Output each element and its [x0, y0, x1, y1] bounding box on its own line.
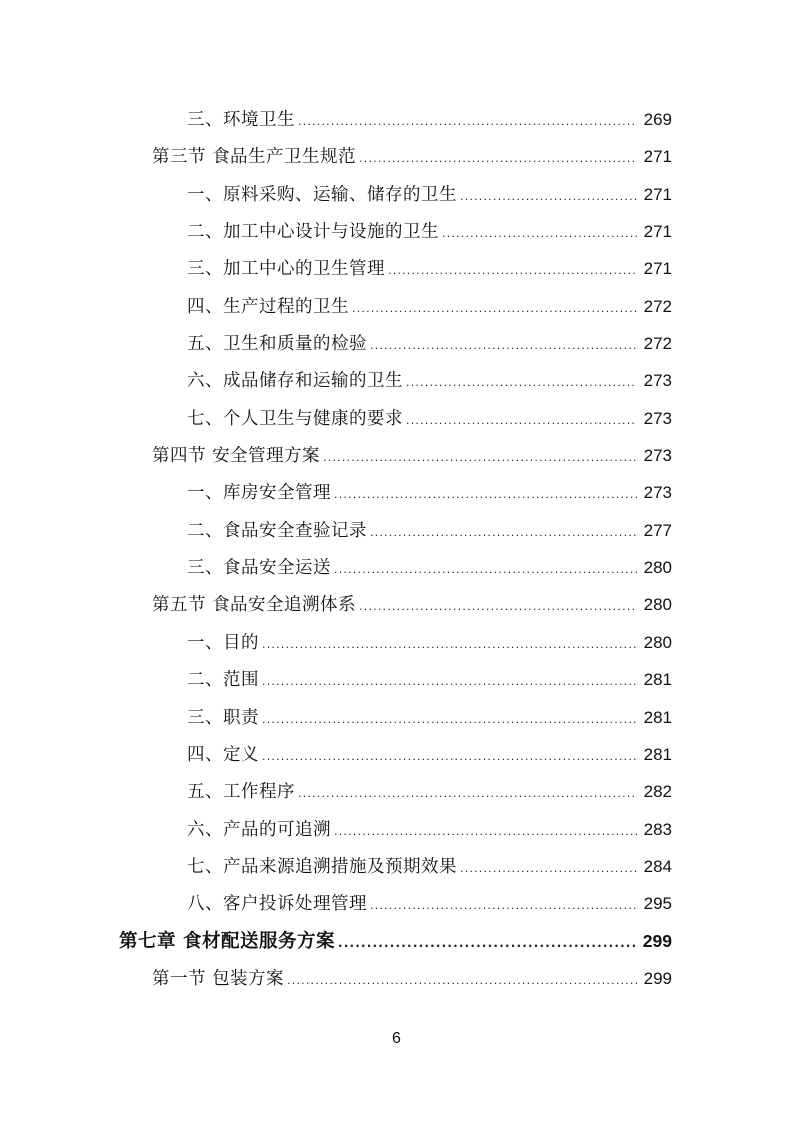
toc-dot-leader [352, 290, 637, 327]
toc-subsection-entry[interactable] [0, 512, 793, 549]
toc-subsection-entry[interactable] [0, 848, 793, 885]
toc-entry-title: 一、库房安全管理 [187, 483, 331, 504]
toc-entry-title: 四、定义 [187, 744, 259, 765]
toc-entry-title: 六、产品的可追溯 [187, 819, 331, 840]
toc-entry-title: 三、加工中心的卫生管理 [187, 259, 385, 280]
toc-subsection-entry[interactable] [0, 325, 793, 362]
toc-subsection-entry[interactable] [0, 101, 793, 138]
toc-chapter-entry[interactable] [0, 923, 793, 960]
toc-entry-page: 281 [643, 670, 672, 690]
toc-entry-title: 五、工作程序 [187, 782, 295, 803]
toc-subsection-entry[interactable] [0, 250, 793, 287]
toc-dot-leader [388, 252, 637, 289]
toc-subsection-entry[interactable] [0, 176, 793, 213]
toc-entry-page: 281 [643, 707, 672, 727]
toc-entry-title: 二、加工中心设计与设施的卫生 [187, 222, 439, 243]
toc-entry-title: 第四节 安全管理方案 [152, 446, 321, 467]
toc-entry-page: 280 [643, 595, 672, 615]
toc-entry-page: 271 [643, 184, 672, 204]
toc-entry-title: 二、食品安全查验记录 [187, 520, 367, 541]
toc-entry-page: 269 [643, 110, 672, 129]
toc-subsection-entry[interactable] [0, 885, 793, 922]
toc-dot-leader [460, 178, 637, 215]
toc-dot-leader [359, 588, 637, 625]
toc-entry-page: 271 [643, 259, 672, 279]
toc-entry-page: 280 [643, 632, 672, 652]
toc-dot-leader [323, 439, 637, 476]
toc-entry-title: 五、卫生和质量的检验 [187, 334, 367, 355]
toc-entry-page: 299 [642, 930, 672, 951]
toc-entry-page: 273 [643, 371, 672, 391]
toc-entry-title: 一、目的 [187, 632, 259, 653]
toc-entry-page: 280 [643, 558, 672, 578]
toc-entry-title: 七、个人卫生与健康的要求 [187, 408, 403, 429]
toc-entry-title: 三、食品安全运送 [187, 558, 331, 579]
toc-subsection-entry[interactable] [0, 661, 793, 698]
toc-dot-leader [298, 775, 637, 812]
toc-subsection-entry[interactable] [0, 736, 793, 773]
toc-subsection-entry[interactable] [0, 549, 793, 586]
toc-entry-page: 282 [643, 782, 672, 802]
toc-entry-title: 四、生产过程的卫生 [187, 296, 349, 317]
toc-entry-page: 283 [643, 819, 672, 839]
toc-entry-page: 277 [643, 520, 672, 540]
toc-subsection-entry[interactable] [0, 699, 793, 736]
toc-entry-title: 三、环境卫生 [187, 110, 295, 130]
toc-entry-page: 281 [643, 744, 672, 764]
toc-entry-title: 六、成品储存和运输的卫生 [187, 371, 403, 392]
toc-entry-page: 271 [643, 147, 672, 167]
toc-entry-title: 三、职责 [187, 707, 259, 728]
toc-dot-leader [262, 663, 637, 700]
toc-entry-title: 七、产品来源追溯措施及预期效果 [187, 856, 457, 877]
toc-dot-leader [262, 701, 637, 738]
toc-section-entry[interactable] [0, 586, 793, 623]
toc-section-entry[interactable] [0, 437, 793, 474]
toc-subsection-entry[interactable] [0, 213, 793, 250]
toc-subsection-entry[interactable] [0, 474, 793, 511]
toc-dot-leader [334, 551, 637, 588]
toc-entry-title: 第一节 包装方案 [152, 968, 285, 989]
toc-entry-title: 第三节 食品生产卫生规范 [152, 147, 357, 168]
toc-subsection-entry[interactable] [0, 362, 793, 399]
toc-dot-leader [442, 215, 637, 252]
page-number: 6 [392, 1030, 401, 1047]
toc-dot-leader [460, 850, 637, 887]
toc-entry-page: 273 [643, 483, 672, 503]
toc-entry-page: 295 [643, 894, 672, 914]
toc-subsection-entry[interactable] [0, 288, 793, 325]
toc-dot-leader [262, 738, 637, 775]
toc-entry-page: 272 [643, 334, 672, 354]
toc-dot-leader [370, 887, 637, 924]
table-of-contents [0, 101, 793, 997]
toc-entry-title: 一、原料采购、运输、储存的卫生 [187, 184, 457, 205]
toc-dot-leader [262, 626, 637, 663]
toc-entry-page: 272 [643, 296, 672, 316]
toc-entry-title: 八、客户投诉处理管理 [187, 894, 367, 915]
toc-entry-title: 第七章 食材配送服务方案 [119, 930, 335, 952]
toc-dot-leader [338, 925, 637, 962]
toc-dot-leader [406, 364, 637, 401]
toc-entry-page: 273 [643, 408, 672, 428]
toc-entry-page: 299 [643, 968, 672, 988]
toc-entry-page: 284 [643, 856, 672, 876]
toc-dot-leader [334, 813, 637, 850]
toc-entry-title: 第五节 食品安全追溯体系 [152, 595, 357, 616]
toc-dot-leader [370, 514, 637, 551]
toc-subsection-entry[interactable] [0, 811, 793, 848]
toc-subsection-entry[interactable] [0, 400, 793, 437]
toc-dot-leader [287, 962, 637, 999]
toc-entry-page: 271 [643, 222, 672, 242]
toc-section-entry[interactable] [0, 138, 793, 175]
toc-dot-leader [298, 103, 637, 140]
toc-section-entry[interactable] [0, 960, 793, 997]
toc-subsection-entry[interactable] [0, 773, 793, 810]
toc-dot-leader [334, 476, 637, 513]
toc-entry-title: 二、范围 [187, 670, 259, 691]
toc-dot-leader [370, 327, 637, 364]
toc-subsection-entry[interactable] [0, 624, 793, 661]
toc-dot-leader [359, 140, 637, 177]
toc-entry-page: 273 [643, 446, 672, 466]
toc-dot-leader [406, 402, 637, 439]
